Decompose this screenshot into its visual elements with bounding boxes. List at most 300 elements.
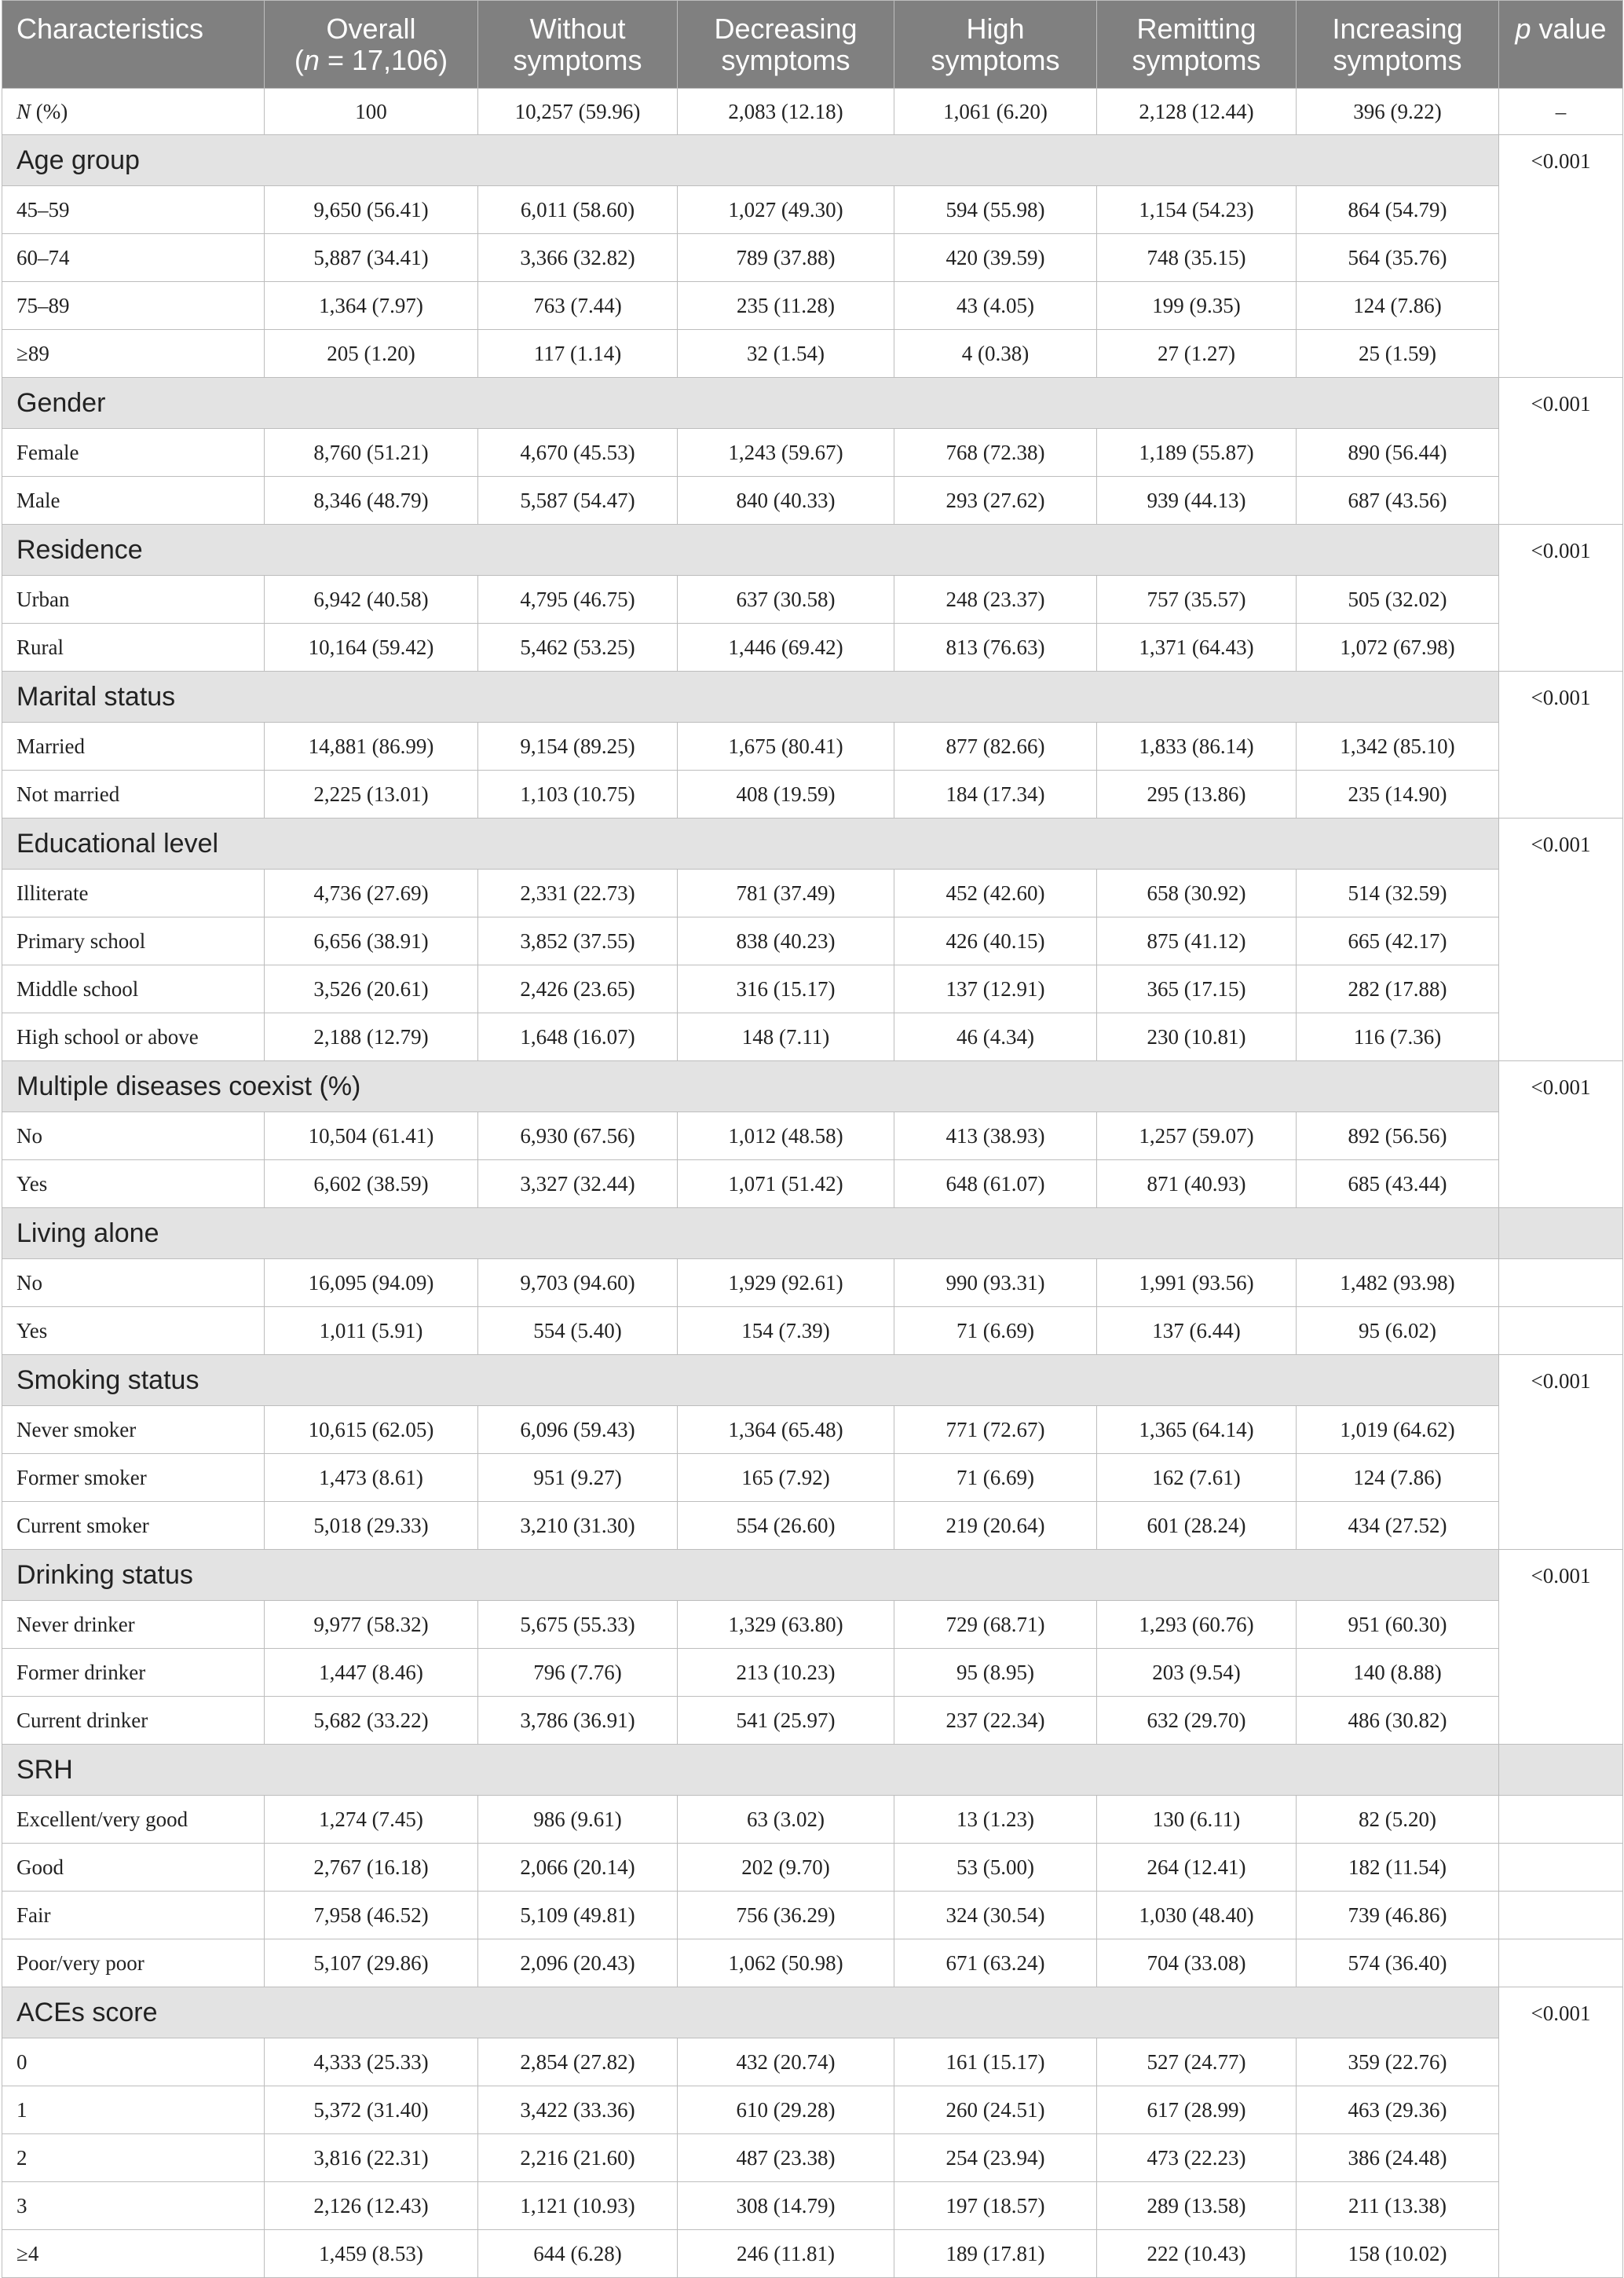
table-row [2,1939,1623,1987]
row-label: Urban [2,576,265,624]
table-cell: 140 (8.88) [1297,1649,1499,1697]
p-value-cell-empty [1499,1892,1623,1939]
row-label: 0 [2,2038,265,2086]
p-value-cell-empty [1499,1796,1623,1844]
table-cell: 1,473 (8.61) [265,1454,478,1502]
row-label: Rural [2,624,265,672]
row-label: Poor/very poor [2,1939,265,1987]
section-title: Gender [2,378,1499,429]
section-title: Living alone [2,1208,1499,1259]
table-cell: 2,225 (13.01) [265,771,478,819]
p-value-cell: <0.001 [1499,1355,1623,1550]
section-header-row [2,1987,1623,2038]
table-cell: 5,587 (54.47) [478,477,678,525]
table-cell: 771 (72.67) [894,1406,1097,1454]
table-cell: 386 (24.48) [1297,2134,1499,2182]
table-row [2,282,1623,330]
table-cell: 14,881 (86.99) [265,723,478,771]
table-cell: 3,816 (22.31) [265,2134,478,2182]
p-value-cell-empty [1499,1844,1623,1892]
section-header-row [2,1550,1623,1601]
table-cell: 1,121 (10.93) [478,2182,678,2230]
table-cell: 230 (10.81) [1097,1013,1297,1061]
table-cell: 1,027 (49.30) [678,186,894,234]
header-remitting-symptoms [1097,1,1297,89]
table-row [2,771,1623,819]
table-cell: 9,703 (94.60) [478,1259,678,1307]
table-cell: 25 (1.59) [1297,330,1499,378]
table-cell: 189 (17.81) [894,2230,1097,2278]
table-cell: 671 (63.24) [894,1939,1097,1987]
table-cell: 739 (46.86) [1297,1892,1499,1939]
header-increasing-line2: symptoms [1333,44,1462,76]
table-cell: 4,795 (46.75) [478,576,678,624]
row-label: Yes [2,1160,265,1208]
row-label: Not married [2,771,265,819]
table-cell: 1,011 (5.91) [265,1307,478,1355]
header-overall-title: Overall [326,13,416,45]
n-row-label-n: N [16,99,31,123]
table-cell: 148 (7.11) [678,1013,894,1061]
table-cell: 5,682 (33.22) [265,1697,478,1745]
table-cell: 434 (27.52) [1297,1502,1499,1550]
table-row [2,723,1623,771]
table-cell: 10,504 (61.41) [265,1112,478,1160]
row-label: ≥89 [2,330,265,378]
row-label: Fair [2,1892,265,1939]
row-label: High school or above [2,1013,265,1061]
n-row-cell: – [1499,89,1623,135]
table-cell: 3,210 (31.30) [478,1502,678,1550]
section-header-row [2,525,1623,576]
table-row [2,2086,1623,2134]
table-cell: 32 (1.54) [678,330,894,378]
table-cell: 408 (19.59) [678,771,894,819]
section-title-filler [1499,1745,1623,1796]
table-cell: 158 (10.02) [1297,2230,1499,2278]
table-cell: 124 (7.86) [1297,282,1499,330]
table-cell: 1,071 (51.42) [678,1160,894,1208]
table-cell: 5,462 (53.25) [478,624,678,672]
table-row [2,1892,1623,1939]
table-cell: 365 (17.15) [1097,965,1297,1013]
table-row [2,186,1623,234]
table-cell: 2,126 (12.43) [265,2182,478,2230]
p-value-cell: <0.001 [1499,672,1623,819]
table-cell: 95 (8.95) [894,1649,1097,1697]
row-label: Good [2,1844,265,1892]
table-cell: 53 (5.00) [894,1844,1097,1892]
table-cell: 71 (6.69) [894,1307,1097,1355]
row-label: 45–59 [2,186,265,234]
p-value-cell: <0.001 [1499,1550,1623,1745]
table-cell: 6,942 (40.58) [265,576,478,624]
table-cell: 2,331 (22.73) [478,870,678,917]
p-value-cell-empty [1499,1259,1623,1307]
table-cell: 1,365 (64.14) [1097,1406,1297,1454]
table-cell: 117 (1.14) [478,330,678,378]
table-cell: 8,346 (48.79) [265,477,478,525]
n-row [2,89,1623,135]
table-cell: 1,447 (8.46) [265,1649,478,1697]
table-row [2,1112,1623,1160]
table-cell: 324 (30.54) [894,1892,1097,1939]
header-remitting-line1: Remitting [1136,13,1256,45]
p-value-cell-empty [1499,1307,1623,1355]
table-cell: 1,012 (48.58) [678,1112,894,1160]
table-cell: 2,216 (21.60) [478,2134,678,2182]
table-cell: 1,929 (92.61) [678,1259,894,1307]
table-cell: 486 (30.82) [1297,1697,1499,1745]
table-cell: 27 (1.27) [1097,330,1297,378]
characteristics-table [2,0,1623,2278]
section-title: Smoking status [2,1355,1499,1406]
table-cell: 9,650 (56.41) [265,186,478,234]
row-label: Primary school [2,917,265,965]
table-cell: 939 (44.13) [1097,477,1297,525]
table-cell: 248 (23.37) [894,576,1097,624]
n-row-cell: 396 (9.22) [1297,89,1499,135]
table-cell: 2,854 (27.82) [478,2038,678,2086]
table-cell: 990 (93.31) [894,1259,1097,1307]
table-cell: 864 (54.79) [1297,186,1499,234]
header-remitting-line2: symptoms [1132,44,1261,76]
p-value-cell: <0.001 [1499,1987,1623,2278]
table-cell: 237 (22.34) [894,1697,1097,1745]
table-row [2,1013,1623,1061]
section-title: Educational level [2,819,1499,870]
table-cell: 219 (20.64) [894,1502,1097,1550]
table-cell: 130 (6.11) [1097,1796,1297,1844]
table-cell: 432 (20.74) [678,2038,894,2086]
section-title: Residence [2,525,1499,576]
table-cell: 789 (37.88) [678,234,894,282]
table-cell: 4,736 (27.69) [265,870,478,917]
table-row [2,2038,1623,2086]
table-cell: 838 (40.23) [678,917,894,965]
table-row [2,1796,1623,1844]
header-row [2,1,1623,89]
table-cell: 763 (7.44) [478,282,678,330]
table-cell: 10,615 (62.05) [265,1406,478,1454]
table-cell: 796 (7.76) [478,1649,678,1697]
table-cell: 9,977 (58.32) [265,1601,478,1649]
table-cell: 116 (7.36) [1297,1013,1499,1061]
header-without-symptoms [478,1,678,89]
table-cell: 2,096 (20.43) [478,1939,678,1987]
table-row [2,624,1623,672]
table-cell: 1,364 (7.97) [265,282,478,330]
row-label: 75–89 [2,282,265,330]
table-cell: 308 (14.79) [678,2182,894,2230]
row-label: 60–74 [2,234,265,282]
table-cell: 781 (37.49) [678,870,894,917]
row-label: Former smoker [2,1454,265,1502]
table-cell: 617 (28.99) [1097,2086,1297,2134]
row-label: ≥4 [2,2230,265,2278]
table-cell: 527 (24.77) [1097,2038,1297,2086]
table-cell: 986 (9.61) [478,1796,678,1844]
table-cell: 756 (36.29) [678,1892,894,1939]
table-cell: 5,107 (29.86) [265,1939,478,1987]
table-cell: 289 (13.58) [1097,2182,1297,2230]
header-high-line1: High [966,13,1025,45]
table-cell: 951 (9.27) [478,1454,678,1502]
table-cell: 137 (12.91) [894,965,1097,1013]
table-cell: 554 (5.40) [478,1307,678,1355]
table-cell: 871 (40.93) [1097,1160,1297,1208]
table-row [2,1307,1623,1355]
table-cell: 704 (33.08) [1097,1939,1297,1987]
table-cell: 1,833 (86.14) [1097,723,1297,771]
table-cell: 293 (27.62) [894,477,1097,525]
table-cell: 1,019 (64.62) [1297,1406,1499,1454]
table-cell: 162 (7.61) [1097,1454,1297,1502]
table-cell: 2,767 (16.18) [265,1844,478,1892]
table-row [2,917,1623,965]
table-cell: 487 (23.38) [678,2134,894,2182]
table-cell: 205 (1.20) [265,330,478,378]
n-row-cell: 2,128 (12.44) [1097,89,1297,135]
table-cell: 658 (30.92) [1097,870,1297,917]
p-value-cell: <0.001 [1499,135,1623,378]
table-body [2,89,1623,2278]
table-cell: 203 (9.54) [1097,1649,1297,1697]
table-cell: 1,371 (64.43) [1097,624,1297,672]
table-row [2,965,1623,1013]
table-cell: 1,342 (85.10) [1297,723,1499,771]
table-cell: 574 (36.40) [1297,1939,1499,1987]
table-cell: 687 (43.56) [1297,477,1499,525]
table-cell: 1,062 (50.98) [678,1939,894,1987]
p-value-cell: <0.001 [1499,819,1623,1061]
table-cell: 5,109 (49.81) [478,1892,678,1939]
table-cell: 3,852 (37.55) [478,917,678,965]
row-label: No [2,1259,265,1307]
table-cell: 610 (29.28) [678,2086,894,2134]
table-cell: 124 (7.86) [1297,1454,1499,1502]
row-label: Illiterate [2,870,265,917]
table-cell: 8,760 (51.21) [265,429,478,477]
table-cell: 1,446 (69.42) [678,624,894,672]
table-cell: 154 (7.39) [678,1307,894,1355]
table-cell: 1,030 (48.40) [1097,1892,1297,1939]
table-cell: 7,958 (46.52) [265,1892,478,1939]
table-cell: 197 (18.57) [894,2182,1097,2230]
table-row [2,477,1623,525]
row-label: Yes [2,1307,265,1355]
table-row [2,1502,1623,1550]
header-without-line2: symptoms [513,44,642,76]
p-value-cell: <0.001 [1499,1061,1623,1208]
table-cell: 473 (22.23) [1097,2134,1297,2182]
header-increasing-symptoms [1297,1,1499,89]
table-cell: 246 (11.81) [678,2230,894,2278]
table-cell: 1,257 (59.07) [1097,1112,1297,1160]
row-label: Current smoker [2,1502,265,1550]
section-header-row [2,1745,1623,1796]
header-overall-count: = 17,106) [319,44,448,76]
table-cell: 46 (4.34) [894,1013,1097,1061]
table-row [2,1601,1623,1649]
row-label: Middle school [2,965,265,1013]
table-cell: 729 (68.71) [894,1601,1097,1649]
table-cell: 1,154 (54.23) [1097,186,1297,234]
row-label: 2 [2,2134,265,2182]
table-cell: 505 (32.02) [1297,576,1499,624]
n-row-label-rest: (%) [31,99,68,123]
section-title: ACEs score [2,1987,1499,2038]
table-row [2,1697,1623,1745]
table-cell: 594 (55.98) [894,186,1097,234]
table-cell: 1,274 (7.45) [265,1796,478,1844]
header-p-italic: p [1515,13,1531,45]
row-label: Married [2,723,265,771]
section-title: Marital status [2,672,1499,723]
table-cell: 840 (40.33) [678,477,894,525]
header-decreasing-line2: symptoms [721,44,850,76]
row-label: Excellent/very good [2,1796,265,1844]
p-value-cell: <0.001 [1499,378,1623,525]
table-cell: 6,656 (38.91) [265,917,478,965]
table-cell: 951 (60.30) [1297,1601,1499,1649]
n-row-label [2,89,265,135]
table-cell: 184 (17.34) [894,771,1097,819]
section-header-row [2,1061,1623,1112]
table-cell: 1,243 (59.67) [678,429,894,477]
section-header-row [2,672,1623,723]
header-high-symptoms [894,1,1097,89]
table-cell: 199 (9.35) [1097,282,1297,330]
table-cell: 1,991 (93.56) [1097,1259,1297,1307]
table-row [2,2134,1623,2182]
table-cell: 6,011 (58.60) [478,186,678,234]
row-label: Former drinker [2,1649,265,1697]
table-cell: 3,786 (36.91) [478,1697,678,1745]
section-title-filler [1499,1208,1623,1259]
table-cell: 254 (23.94) [894,2134,1097,2182]
header-without-line1: Without [529,13,626,45]
table-cell: 1,329 (63.80) [678,1601,894,1649]
table-cell: 16,095 (94.09) [265,1259,478,1307]
table-row [2,1259,1623,1307]
table-cell: 1,364 (65.48) [678,1406,894,1454]
section-header-row [2,135,1623,186]
table-cell: 768 (72.38) [894,429,1097,477]
header-p-rest: value [1531,13,1607,45]
table-cell: 82 (5.20) [1297,1796,1499,1844]
table-cell: 426 (40.15) [894,917,1097,965]
table-cell: 6,602 (38.59) [265,1160,478,1208]
row-label: Current drinker [2,1697,265,1745]
table-cell: 644 (6.28) [478,2230,678,2278]
table-cell: 3,526 (20.61) [265,965,478,1013]
n-row-cell: 2,083 (12.18) [678,89,894,135]
table-cell: 4 (0.38) [894,330,1097,378]
table-cell: 413 (38.93) [894,1112,1097,1160]
table-row [2,1406,1623,1454]
row-label: No [2,1112,265,1160]
table-cell: 877 (82.66) [894,723,1097,771]
table-cell: 3,327 (32.44) [478,1160,678,1208]
table-cell: 202 (9.70) [678,1844,894,1892]
table-row [2,870,1623,917]
table-cell: 757 (35.57) [1097,576,1297,624]
table-cell: 43 (4.05) [894,282,1097,330]
table-cell: 648 (61.07) [894,1160,1097,1208]
table-cell: 137 (6.44) [1097,1307,1297,1355]
section-header-row [2,378,1623,429]
table-cell: 890 (56.44) [1297,429,1499,477]
row-label: Never smoker [2,1406,265,1454]
table-cell: 63 (3.02) [678,1796,894,1844]
header-overall-n: n [303,44,320,76]
table-cell: 10,164 (59.42) [265,624,478,672]
table-cell: 2,426 (23.65) [478,965,678,1013]
table-cell: 3,366 (32.82) [478,234,678,282]
table-row [2,1160,1623,1208]
section-header-row [2,1355,1623,1406]
n-row-cell: 1,061 (6.20) [894,89,1097,135]
row-label: 1 [2,2086,265,2134]
table-cell: 5,372 (31.40) [265,2086,478,2134]
table-cell: 182 (11.54) [1297,1844,1499,1892]
table-cell: 1,189 (55.87) [1097,429,1297,477]
section-title: Drinking status [2,1550,1499,1601]
table-row [2,2230,1623,2278]
table-cell: 637 (30.58) [678,576,894,624]
table-cell: 222 (10.43) [1097,2230,1297,2278]
table-cell: 6,930 (67.56) [478,1112,678,1160]
table-cell: 748 (35.15) [1097,234,1297,282]
p-value-cell-empty [1499,1939,1623,1987]
table-cell: 316 (15.17) [678,965,894,1013]
table-cell: 1,648 (16.07) [478,1013,678,1061]
table-cell: 463 (29.36) [1297,2086,1499,2134]
section-title: SRH [2,1745,1499,1796]
table-cell: 5,675 (55.33) [478,1601,678,1649]
table-cell: 264 (12.41) [1097,1844,1297,1892]
header-decreasing-line1: Decreasing [714,13,858,45]
table-row [2,1649,1623,1697]
table-cell: 420 (39.59) [894,234,1097,282]
section-title: Age group [2,135,1499,186]
table-cell: 1,675 (80.41) [678,723,894,771]
table-cell: 564 (35.76) [1297,234,1499,282]
table-cell: 892 (56.56) [1297,1112,1499,1160]
n-row-cell: 100 [265,89,478,135]
table-cell: 632 (29.70) [1097,1697,1297,1745]
table-row [2,1844,1623,1892]
table-header [2,1,1623,89]
table-cell: 3,422 (33.36) [478,2086,678,2134]
table-cell: 211 (13.38) [1297,2182,1499,2230]
table-cell: 95 (6.02) [1297,1307,1499,1355]
table-cell: 13 (1.23) [894,1796,1097,1844]
p-value-cell: <0.001 [1499,525,1623,672]
row-label: Never drinker [2,1601,265,1649]
row-label: 3 [2,2182,265,2230]
table-row [2,2182,1623,2230]
table-cell: 875 (41.12) [1097,917,1297,965]
header-p-value [1499,1,1623,89]
row-label: Female [2,429,265,477]
header-increasing-line1: Increasing [1332,13,1463,45]
table-cell: 541 (25.97) [678,1697,894,1745]
table-cell: 359 (22.76) [1297,2038,1499,2086]
table-cell: 5,887 (34.41) [265,234,478,282]
table-cell: 295 (13.86) [1097,771,1297,819]
